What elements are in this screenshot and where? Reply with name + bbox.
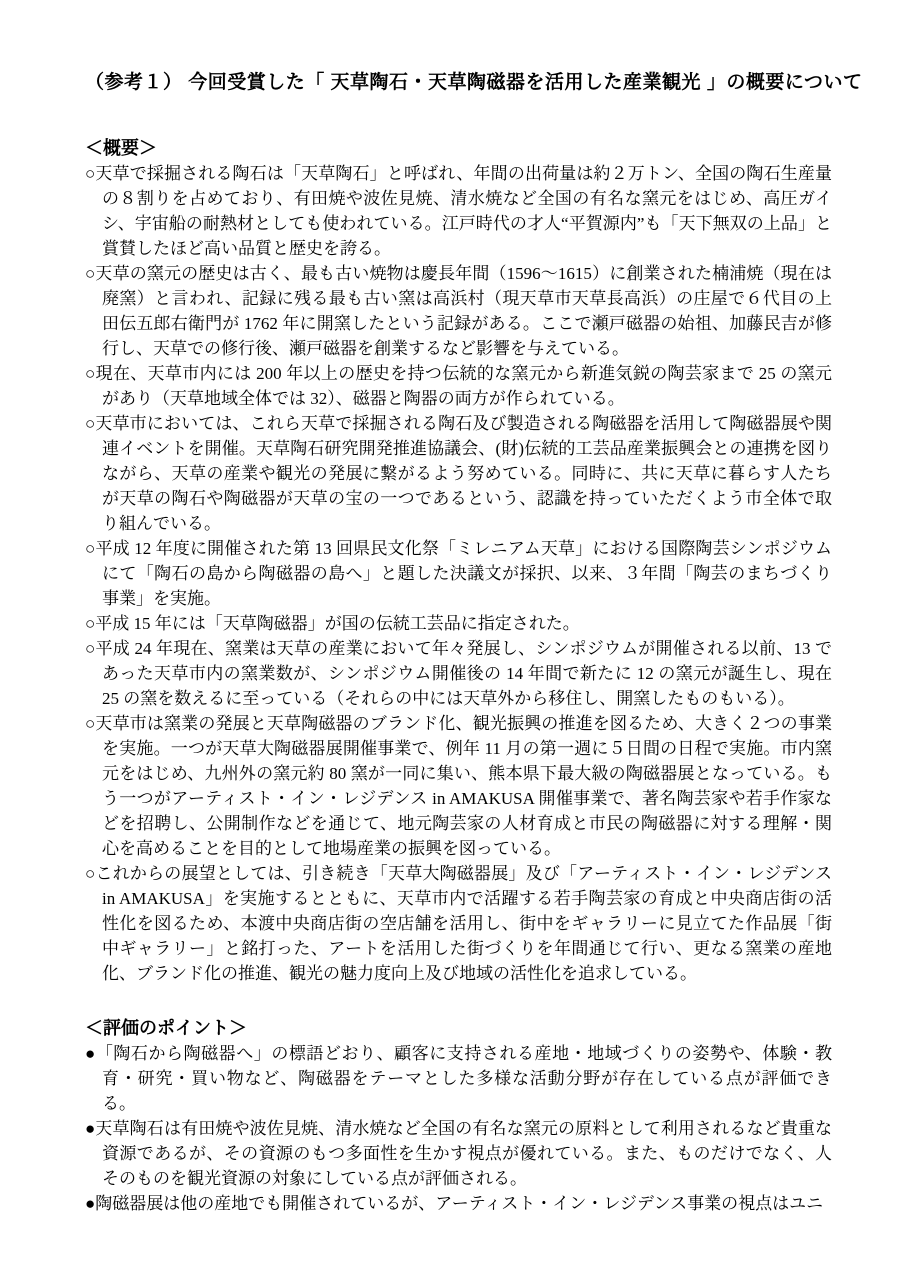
bullet-marker: ○ (85, 639, 96, 658)
overview-item (85, 861, 832, 986)
evaluation-item (85, 1191, 832, 1216)
overview-heading: ＜概要＞ (85, 138, 157, 158)
overview-item-text: 平成 12 年度に開催された第 13 回県民文化祭「ミレニアム天草」における国際陶芸シンポジウムにて「陶石の島から陶磁器の島へ」と題した決議文が採択、以来、３年間「陶芸のまちづくり事業」を実施。 (95, 539, 832, 608)
overview-item (85, 361, 832, 411)
overview-item (85, 611, 832, 636)
bullet-marker: ● (85, 1194, 96, 1213)
overview-item (85, 161, 832, 261)
overview-item (85, 261, 832, 361)
evaluation-item (85, 1041, 832, 1116)
bullet-marker: ○ (85, 864, 96, 883)
overview-item-text: 天草市においては、これら天草で採掘される陶石及び製造される陶磁器を活用して陶磁器展や関連イベントを開催。天草陶石研究開発推進協議会、(財)伝統的工芸品産業振興会との連携を図りながら、天草の産業や観光の発展に繋がるよう努めている。同時に、共に天草に暮らす人たちが天草の陶石や陶磁器が天草の宝の一つであるという、認識を持っていただくよう市全体で取り組んでいる。 (95, 414, 832, 533)
overview-item-text: 現在、天草市内には 200 年以上の歴史を持つ伝統的な窯元から新進気鋭の陶芸家まで 25 の窯元があり（天草地域全体では 32）、磁器と陶器の両方が作られている。 (95, 364, 832, 408)
bullet-marker: ○ (85, 414, 96, 433)
bullet-marker: ○ (85, 264, 96, 283)
overview-item-text: これからの展望としては、引き続き「天草大陶磁器展」及び「アーティスト・イン・レジデンス in AMAKUSA」を実施するとともに、天草市内で活躍する若手陶芸家の育成と中央商店街の活性化を図るため、本渡中央商店街の空店舗を活用し、街中をギャラリーに見立てた作品展「街中ギャラリー」と銘打った、アートを活用した街づくりを年間通じて行い、更なる窯業の産地化、ブランド化の推進、観光の魅力度向上及び地域の活性化を追求している。 (95, 864, 832, 983)
overview-item-text: 天草の窯元の歴史は古く、最も古い焼物は慶長年間（1596～1615）に創業された楠浦焼（現在は廃窯）と言われ、記録に残る最も古い窯は高浜村（現天草市天草長高浜）の庄屋で６代目の上田伝五郎右衛門が 1762 年に開窯したという記録がある。ここで瀬戸磁器の始祖、加藤民吉が修行し、天草での修行後、瀬戸磁器を創業するなど影響を与えている。 (95, 264, 832, 358)
overview-item-text: 天草市は窯業の発展と天草陶磁器のブランド化、観光振興の推進を図るため、大きく２つの事業を実施。一つが天草大陶磁器展開催事業で、例年 11 月の第一週に５日間の日程で実施。市内窯元をはじめ、九州外の窯元約 80 窯が一同に集い、熊本県下最大級の陶磁器展となっている。もう一つがアーティスト・イン・レジデンス in AMAKUSA 開催事業で、著名陶芸家や若手作家などを招聘し、公開制作などを通じて、地元陶芸家の人材育成と市民の陶磁器に対する理解・関心を高めることを目的として地場産業の振興を図っている。 (95, 714, 832, 858)
overview-item-text: 平成 15 年には「天草陶磁器」が国の伝統工芸品に指定された。 (95, 614, 580, 633)
overview-item (85, 411, 832, 536)
evaluation-item-text: 陶磁器展は他の産地でも開催されているが、アーティスト・イン・レジデンス事業の視点はユニ (95, 1194, 824, 1213)
evaluation-item-text: 「陶石から陶磁器へ」の標語どおり、顧客に支持される産地・地域づくりの姿勢や、体験・教育・研究・買い物など、陶磁器をテーマとした多様な活動分野が存在している点が評価できる。 (95, 1044, 832, 1113)
bullet-marker: ● (85, 1119, 96, 1138)
bullet-marker: ○ (85, 164, 96, 183)
overview-item (85, 711, 832, 861)
bullet-marker: ○ (85, 714, 96, 733)
overview-item-text: 天草で採掘される陶石は「天草陶石」と呼ばれ、年間の出荷量は約２万トン、全国の陶石生産量の８割りを占めており、有田焼や波佐見焼、清水焼など全国の有名な窯元をはじめ、高圧ガイシ、宇宙船の耐熱材としても使われている。江戸時代の才人“平賀源内”も「天下無双の上品」と賞賛したほど高い品質と歴史を誇る。 (95, 164, 832, 258)
evaluation-item (85, 1116, 832, 1191)
bullet-marker: ● (85, 1044, 96, 1063)
overview-item (85, 536, 832, 611)
evaluation-heading: ＜評価のポイント＞ (85, 1018, 247, 1038)
evaluation-item-text: 天草陶石は有田焼や波佐見焼、清水焼など全国の有名な窯元の原料として利用されるなど貴重な資源であるが、その資源のもつ多面性を生かす視点が優れている。また、ものだけでなく、人そのものを観光資源の対象にしている点が評価される。 (95, 1119, 832, 1188)
overview-item (85, 636, 832, 711)
bullet-marker: ○ (85, 539, 96, 558)
bullet-marker: ○ (85, 614, 96, 633)
bullet-marker: ○ (85, 364, 96, 383)
page-title: （参考１） 今回受賞した「 天草陶石・天草陶磁器を活用した産業観光 」の概要について (85, 72, 863, 93)
overview-item-text: 平成 24 年現在、窯業は天草の産業において年々発展し、シンポジウムが開催される以前、13 であった天草市内の窯業数が、シンポジウム開催後の 14 年間で新たに 12 の窯元が誕生し、現在 25 の窯を数えるに至っている（それらの中には天草外から移住し、開窯したものもいる）。 (95, 639, 832, 708)
